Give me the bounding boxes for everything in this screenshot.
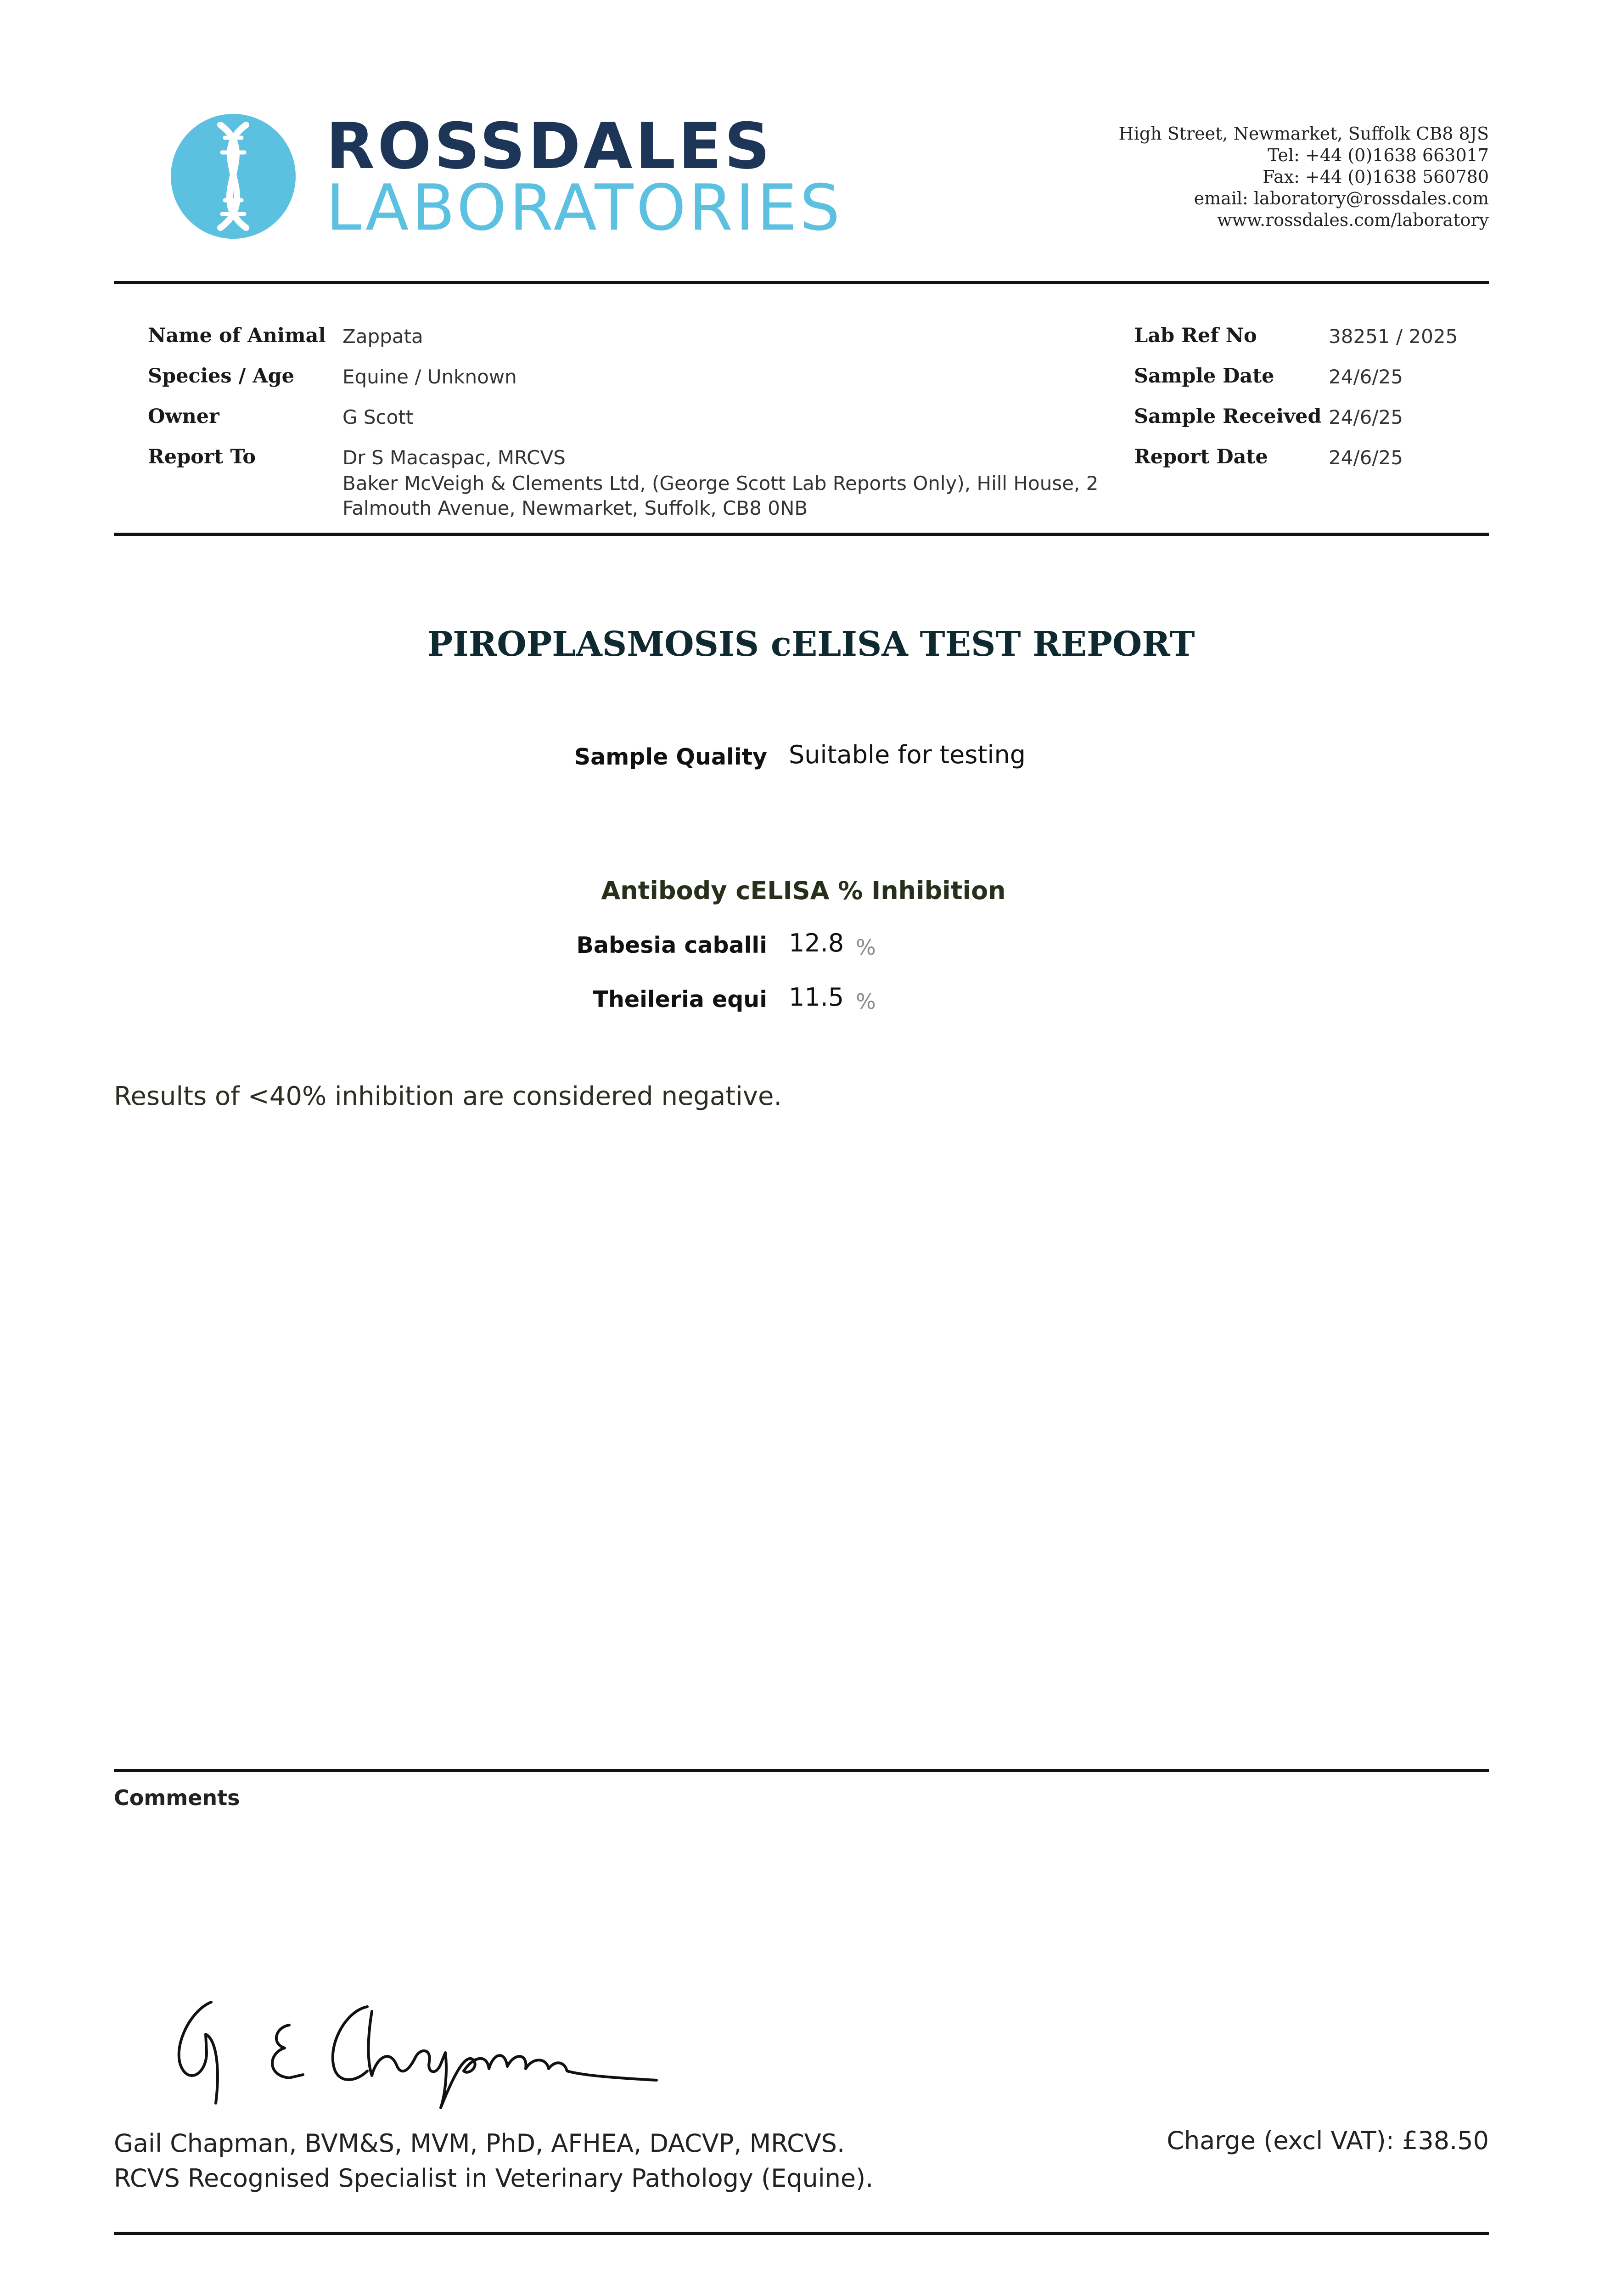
comments-label: Comments <box>114 1785 240 1810</box>
report-date-label: Report Date <box>1134 445 1268 468</box>
footer-divider <box>114 2232 1489 2235</box>
result-unit-theileria-equi: % <box>856 989 876 1014</box>
brand-name-line2: LABORATORIES <box>326 171 843 245</box>
contact-address: High Street, Newmarket, Suffolk CB8 8JS <box>1118 124 1489 144</box>
signer-credentials <box>114 2126 873 2196</box>
sample-date-value: 24/6/25 <box>1329 366 1403 388</box>
contact-website[interactable]: www.rossdales.com/laboratory <box>1217 210 1489 230</box>
sample-date-label: Sample Date <box>1134 365 1274 388</box>
sample-received-value: 24/6/25 <box>1329 406 1403 428</box>
result-label-theileria-equi: Theileria equi <box>593 986 767 1013</box>
interpretation-note: Results of <40% inhibition are considered negative. <box>114 1081 782 1111</box>
signature-image <box>152 1984 666 2122</box>
sample-quality-label: Sample Quality <box>574 744 767 770</box>
report-to-address: Baker McVeigh & Clements Ltd, (George Scott Lab Reports Only), Hill House, 2 Falmouth Avenue, Newmarket, Suffolk, CB8 0NB <box>342 472 1099 519</box>
charge-text: Charge (excl VAT): £38.50 <box>1167 2126 1489 2155</box>
report-title: PIROPLASMOSIS cELISA TEST REPORT <box>427 625 1195 664</box>
info-divider <box>114 533 1489 536</box>
sample-received-label: Sample Received <box>1134 405 1322 428</box>
result-unit-babesia-caballi: % <box>856 935 876 960</box>
result-value-theileria-equi: 11.5 <box>789 983 844 1012</box>
sample-quality-value: Suitable for testing <box>789 740 1026 769</box>
antibody-heading: Antibody cELISA % Inhibition <box>601 876 1006 905</box>
contact-fax: Fax: +44 (0)1638 560780 <box>1263 167 1489 187</box>
header-divider <box>114 281 1489 284</box>
report-date-value: 24/6/25 <box>1329 446 1403 469</box>
contact-tel: Tel: +44 (0)1638 663017 <box>1268 145 1489 165</box>
lab-ref-value: 38251 / 2025 <box>1329 325 1458 348</box>
contact-email[interactable]: email: laboratory@rossdales.com <box>1194 188 1489 208</box>
name-of-animal-label: Name of Animal <box>148 324 326 347</box>
species-age-label: Species / Age <box>148 365 294 388</box>
lab-ref-label: Lab Ref No <box>1134 324 1257 347</box>
result-label-babesia-caballi: Babesia caballi <box>576 932 767 958</box>
owner-label: Owner <box>148 405 219 428</box>
report-to-label: Report To <box>148 445 256 468</box>
brand-name-line1: ROSSDALES <box>326 109 773 183</box>
signer-specialty: RCVS Recognised Specialist in Veterinary Pathology (Equine). <box>114 2164 874 2193</box>
name-of-animal-value: Zappata <box>342 325 423 348</box>
owner-value: G Scott <box>342 406 414 428</box>
result-value-babesia-caballi: 12.8 <box>789 929 844 957</box>
report-to-name: Dr S Macaspac, MRCVS <box>342 446 566 469</box>
dna-helix-icon <box>171 114 296 239</box>
comments-divider <box>114 1769 1489 1772</box>
contact-block <box>1119 123 1489 231</box>
species-age-value: Equine / Unknown <box>342 366 517 388</box>
signer-name: Gail Chapman, BVM&S, MVM, PhD, AFHEA, DACVP, MRCVS. <box>114 2129 845 2158</box>
